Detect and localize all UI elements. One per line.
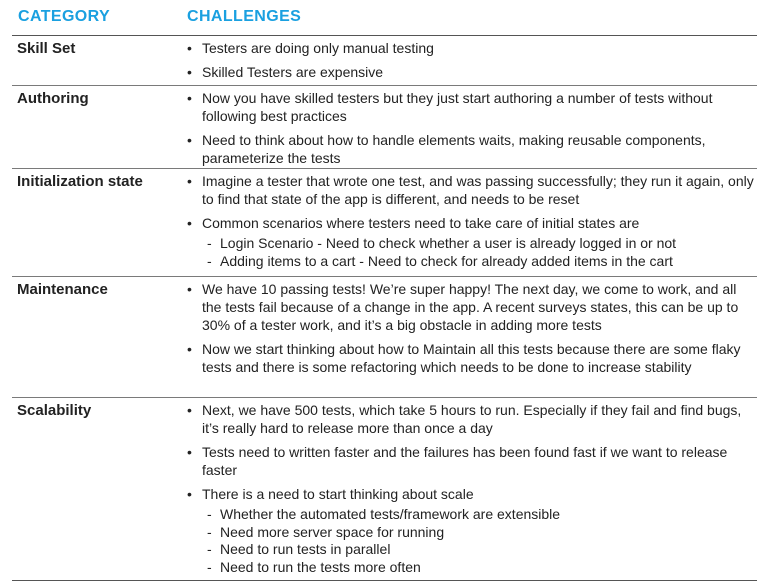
sub-item-text: Need to run the tests more often [220, 558, 421, 575]
challenge-list [187, 86, 757, 167]
challenge-item: • Now we start thinking about how to Maintain all this tests because there are some flaky tests and there is some refactoring which needs to be done to increase stability [187, 340, 757, 376]
challenge-item: • Next, we have 500 tests, which take 5 hours to run. Especially if they fail and find bugs, it’s really hard to release more than once a day [187, 401, 757, 437]
sub-item-text: Whether the automated tests/framework are extensible [220, 506, 561, 522]
challenge-item: • Imagine a tester that wrote one test, and was passing successfully; they run it again, only to find that state of the app is different, and needs to be reset [187, 172, 757, 208]
category-column-header: CATEGORY [18, 8, 111, 25]
challenge-list [187, 36, 757, 81]
sub-item: - Need to run tests in parallel [207, 541, 391, 557]
category-label: Skill Set [17, 40, 76, 57]
challenge-list [187, 398, 757, 576]
sub-item: - Need more server space for running [207, 523, 445, 540]
challenges-column-header: CHALLENGES [187, 8, 302, 25]
sub-item: - Need to run the tests more often [207, 558, 421, 575]
category-label: Authoring [17, 90, 89, 107]
sub-item: - Adding items to a cart - Need to check for already added items in the cart [207, 252, 673, 269]
table-row-maintenance [12, 276, 757, 397]
sub-item-text: Login Scenario - Need to check whether a user is already logged in or not [220, 235, 677, 251]
challenge-item: • Tests need to written faster and the failures has been found fast if we want to release faster [187, 443, 757, 479]
challenge-list [187, 277, 757, 376]
sub-item: - Whether the automated tests/framework are extensible [207, 506, 561, 522]
sub-item: - Login Scenario - Need to check whether a user is already logged in or not [207, 235, 677, 251]
sub-list [187, 235, 757, 270]
challenge-item: • Need to think about how to handle elements waits, making reusable components, parameterize the tests [187, 131, 757, 167]
table-row-scalability [12, 397, 757, 580]
table-row-initialization-state [12, 168, 757, 276]
table-header [12, 0, 757, 35]
category-label: Maintenance [17, 281, 108, 298]
challenge-list [187, 169, 757, 270]
category-label: Scalability [17, 402, 92, 419]
sub-list [187, 506, 757, 576]
challenge-item: • There is a need to start thinking about scale [187, 485, 757, 503]
table-row-skill-set [12, 35, 757, 85]
table-row-authoring [12, 85, 757, 168]
sub-item-text: Adding items to a cart - Need to check for already added items in the cart [220, 252, 673, 269]
challenge-item: • Common scenarios where testers need to take care of initial states are [187, 214, 757, 232]
sub-item-text: Need more server space for running [220, 523, 445, 540]
challenge-item: • Skilled Testers are expensive [187, 63, 757, 81]
challenge-item: • Now you have skilled testers but they just start authoring a number of tests without following best practices [187, 89, 757, 125]
sub-item-text: Need to run tests in parallel [220, 541, 391, 557]
challenge-item: • We have 10 passing tests! We’re super happy! The next day, we come to work, and all the tests fail because of a change in the app. A recent surveys states, this can be up to 30% of a tester work, and it’s a big obstacle in adding more tests [187, 280, 757, 334]
challenge-item: • Testers are doing only manual testing [187, 39, 757, 57]
category-label: Initialization state [17, 173, 143, 190]
